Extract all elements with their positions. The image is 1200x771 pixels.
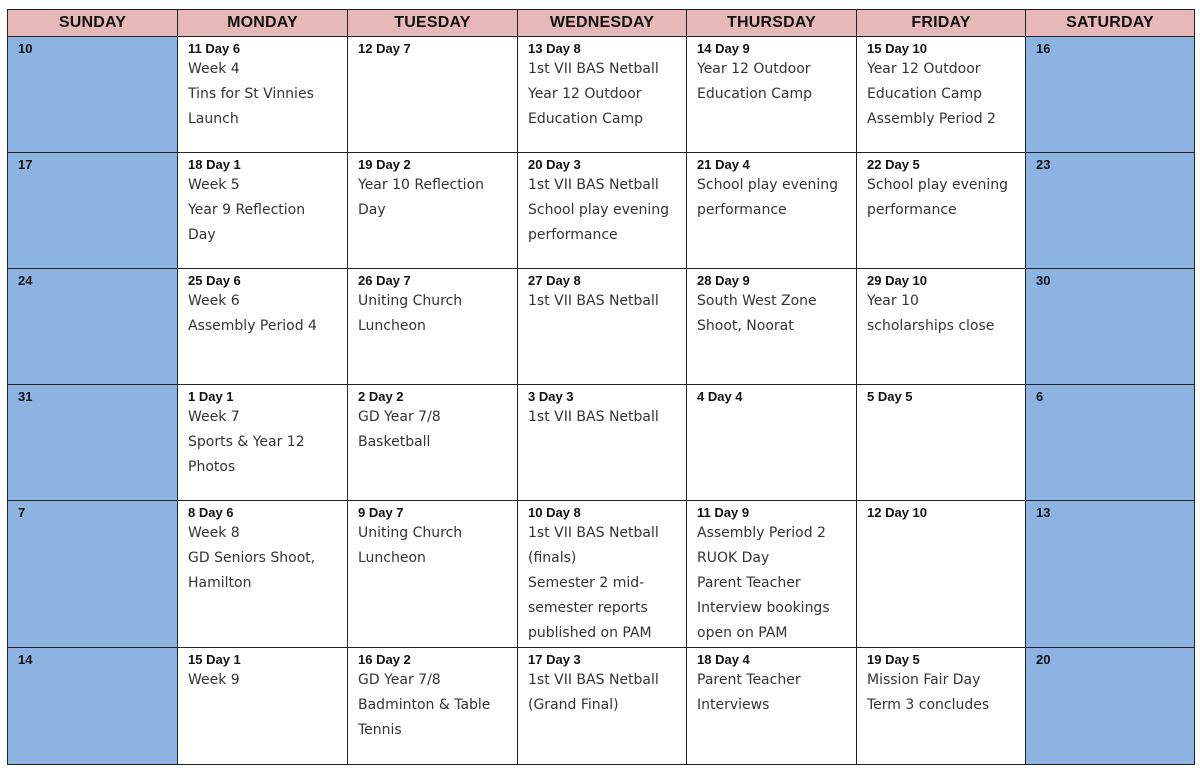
event-line: Sports & Year 12	[188, 434, 305, 450]
day-number: 23	[1036, 157, 1051, 172]
day-cell-thursday	[687, 501, 857, 648]
event-line: (finals)	[528, 550, 577, 566]
event-line: Interviews	[697, 697, 770, 713]
event-line: GD Year 7/8	[358, 672, 441, 688]
event-line: GD Year 7/8	[358, 409, 441, 425]
day-cell-monday	[178, 37, 348, 153]
event-line: Assembly Period 4	[188, 318, 317, 334]
day-cell-sunday	[8, 501, 178, 648]
event-line: semester reports	[528, 600, 648, 616]
day-cell-thursday	[687, 153, 857, 269]
day-cell-friday	[857, 648, 1026, 765]
header-sunday: SUNDAY	[8, 10, 178, 37]
day-number: 18 Day 1	[188, 157, 241, 172]
day-number: 20 Day 3	[528, 157, 581, 172]
day-cell-tuesday	[348, 501, 518, 648]
day-number: 15 Day 1	[188, 652, 241, 667]
day-number: 4 Day 4	[697, 389, 743, 404]
event-line: School play evening	[867, 177, 1009, 193]
week-row	[8, 501, 1195, 648]
day-cell-sunday	[8, 269, 178, 385]
event-line: performance	[867, 202, 957, 218]
day-cell-tuesday	[348, 153, 518, 269]
day-number: 14	[18, 652, 33, 667]
day-number: 12 Day 7	[358, 41, 411, 56]
event-line: School play evening	[528, 202, 670, 218]
event-line: Week 8	[188, 525, 240, 541]
event-line: Assembly Period 2	[697, 525, 826, 541]
day-number: 31	[18, 389, 33, 404]
day-cell-tuesday	[348, 385, 518, 501]
week-row	[8, 37, 1195, 153]
event-line: GD Seniors Shoot,	[188, 550, 316, 566]
day-number: 27 Day 8	[528, 273, 581, 288]
day-number: 24	[18, 273, 33, 288]
event-line: Semester 2 mid-	[528, 575, 645, 591]
day-number: 9 Day 7	[358, 505, 404, 520]
day-cell-friday	[857, 37, 1026, 153]
day-cell-thursday	[687, 385, 857, 501]
day-cell-monday	[178, 153, 348, 269]
day-number: 7	[18, 505, 26, 520]
event-line: Hamilton	[188, 575, 252, 591]
day-cell-saturday	[1026, 648, 1195, 765]
event-line: Week 4	[188, 61, 240, 77]
day-cell-tuesday	[348, 648, 518, 765]
week-row	[8, 648, 1195, 765]
event-line: Interview bookings	[697, 600, 830, 616]
day-number: 18 Day 4	[697, 652, 750, 667]
day-number: 25 Day 6	[188, 273, 241, 288]
day-cell-monday	[178, 501, 348, 648]
event-line: Uniting Church	[358, 293, 463, 309]
event-line: 1st VII BAS Netball	[528, 293, 659, 309]
event-line: Tins for St Vinnies	[188, 86, 314, 102]
day-cell-friday	[857, 501, 1026, 648]
day-number: 3 Day 3	[528, 389, 574, 404]
day-cell-saturday	[1026, 153, 1195, 269]
event-line: Shoot, Noorat	[697, 318, 794, 334]
day-number: 2 Day 2	[358, 389, 404, 404]
week-row	[8, 153, 1195, 269]
event-line: Education Camp	[867, 86, 983, 102]
event-line: Day	[358, 202, 386, 218]
day-cell-sunday	[8, 385, 178, 501]
day-cell-monday	[178, 385, 348, 501]
day-number: 1 Day 1	[188, 389, 234, 404]
event-line: Basketball	[358, 434, 431, 450]
week-row	[8, 385, 1195, 501]
event-line: 1st VII BAS Netball	[528, 177, 659, 193]
day-cell-wednesday	[518, 385, 687, 501]
day-cell-thursday	[687, 269, 857, 385]
day-number: 10	[18, 41, 33, 56]
day-cell-monday	[178, 269, 348, 385]
day-cell-sunday	[8, 37, 178, 153]
day-number: 10 Day 8	[528, 505, 581, 520]
weekday-header-row	[8, 10, 1195, 37]
day-number: 30	[1036, 273, 1051, 288]
day-number: 13 Day 8	[528, 41, 581, 56]
event-line: 1st VII BAS Netball	[528, 525, 659, 541]
day-cell-saturday	[1026, 37, 1195, 153]
day-cell-monday	[178, 648, 348, 765]
day-cell-saturday	[1026, 269, 1195, 385]
header-friday: FRIDAY	[857, 10, 1026, 37]
day-number: 6	[1036, 389, 1044, 404]
header-wednesday: WEDNESDAY	[518, 10, 687, 37]
event-line: Photos	[188, 459, 236, 475]
day-cell-wednesday	[518, 153, 687, 269]
event-line: Year 9 Reflection	[188, 202, 306, 218]
header-monday: MONDAY	[178, 10, 348, 37]
day-cell-thursday	[687, 648, 857, 765]
day-number: 5 Day 5	[867, 389, 913, 404]
day-cell-wednesday	[518, 501, 687, 648]
event-line: (Grand Final)	[528, 697, 619, 713]
event-line: performance	[697, 202, 787, 218]
day-cell-wednesday	[518, 37, 687, 153]
day-cell-sunday	[8, 648, 178, 765]
event-line: Luncheon	[358, 550, 426, 566]
day-number: 28 Day 9	[697, 273, 750, 288]
event-line: Year 12 Outdoor	[528, 86, 642, 102]
event-line: Year 10	[867, 293, 919, 309]
event-line: open on PAM	[697, 625, 788, 641]
day-number: 13	[1036, 505, 1051, 520]
event-line: Week 6	[188, 293, 240, 309]
header-thursday: THURSDAY	[687, 10, 857, 37]
event-line: South West Zone	[697, 293, 817, 309]
event-line: scholarships close	[867, 318, 995, 334]
day-cell-sunday	[8, 153, 178, 269]
event-line: Assembly Period 2	[867, 111, 996, 127]
event-line: published on PAM	[528, 625, 652, 641]
day-number: 16	[1036, 41, 1051, 56]
day-number: 21 Day 4	[697, 157, 750, 172]
header-saturday: SATURDAY	[1026, 10, 1195, 37]
event-line: Tennis	[358, 722, 402, 738]
event-line: Launch	[188, 111, 239, 127]
event-line: 1st VII BAS Netball	[528, 672, 659, 688]
day-cell-friday	[857, 269, 1026, 385]
day-cell-saturday	[1026, 385, 1195, 501]
day-cell-tuesday	[348, 269, 518, 385]
calendar-table	[7, 9, 1195, 765]
day-number: 17	[18, 157, 33, 172]
day-cell-thursday	[687, 37, 857, 153]
day-number: 29 Day 10	[867, 273, 927, 288]
day-number: 15 Day 10	[867, 41, 927, 56]
event-line: Badminton & Table	[358, 697, 491, 713]
event-line: Week 7	[188, 409, 240, 425]
event-line: Education Camp	[528, 111, 644, 127]
day-number: 26 Day 7	[358, 273, 411, 288]
event-line: 1st VII BAS Netball	[528, 409, 659, 425]
calendar-body	[8, 37, 1195, 765]
day-number: 11 Day 9	[697, 505, 750, 520]
event-line: performance	[528, 227, 618, 243]
day-number: 14 Day 9	[697, 41, 750, 56]
header-tuesday: TUESDAY	[348, 10, 518, 37]
event-line: Education Camp	[697, 86, 813, 102]
event-line: Year 12 Outdoor	[867, 61, 981, 77]
event-line: Week 5	[188, 177, 240, 193]
day-cell-saturday	[1026, 501, 1195, 648]
day-number: 19 Day 2	[358, 157, 411, 172]
week-row	[8, 269, 1195, 385]
day-number: 8 Day 6	[188, 505, 234, 520]
event-line: Week 9	[188, 672, 240, 688]
event-line: Uniting Church	[358, 525, 463, 541]
event-line: Parent Teacher	[697, 575, 801, 591]
event-line: Mission Fair Day	[867, 672, 981, 688]
event-line: Term 3 concludes	[867, 697, 990, 713]
day-cell-tuesday	[348, 37, 518, 153]
day-number: 16 Day 2	[358, 652, 411, 667]
event-line: Luncheon	[358, 318, 426, 334]
event-line: School play evening	[697, 177, 839, 193]
day-cell-wednesday	[518, 269, 687, 385]
event-line: 1st VII BAS Netball	[528, 61, 659, 77]
day-number: 11 Day 6	[188, 41, 241, 56]
day-cell-wednesday	[518, 648, 687, 765]
day-cell-friday	[857, 385, 1026, 501]
event-line: Day	[188, 227, 216, 243]
day-number: 22 Day 5	[867, 157, 920, 172]
day-cell-friday	[857, 153, 1026, 269]
day-number: 12 Day 10	[867, 505, 927, 520]
day-number: 20	[1036, 652, 1051, 667]
event-line: RUOK Day	[697, 550, 770, 566]
event-line: Year 10 Reflection	[358, 177, 485, 193]
day-number: 17 Day 3	[528, 652, 581, 667]
event-line: Year 12 Outdoor	[697, 61, 811, 77]
day-number: 19 Day 5	[867, 652, 920, 667]
event-line: Parent Teacher	[697, 672, 801, 688]
